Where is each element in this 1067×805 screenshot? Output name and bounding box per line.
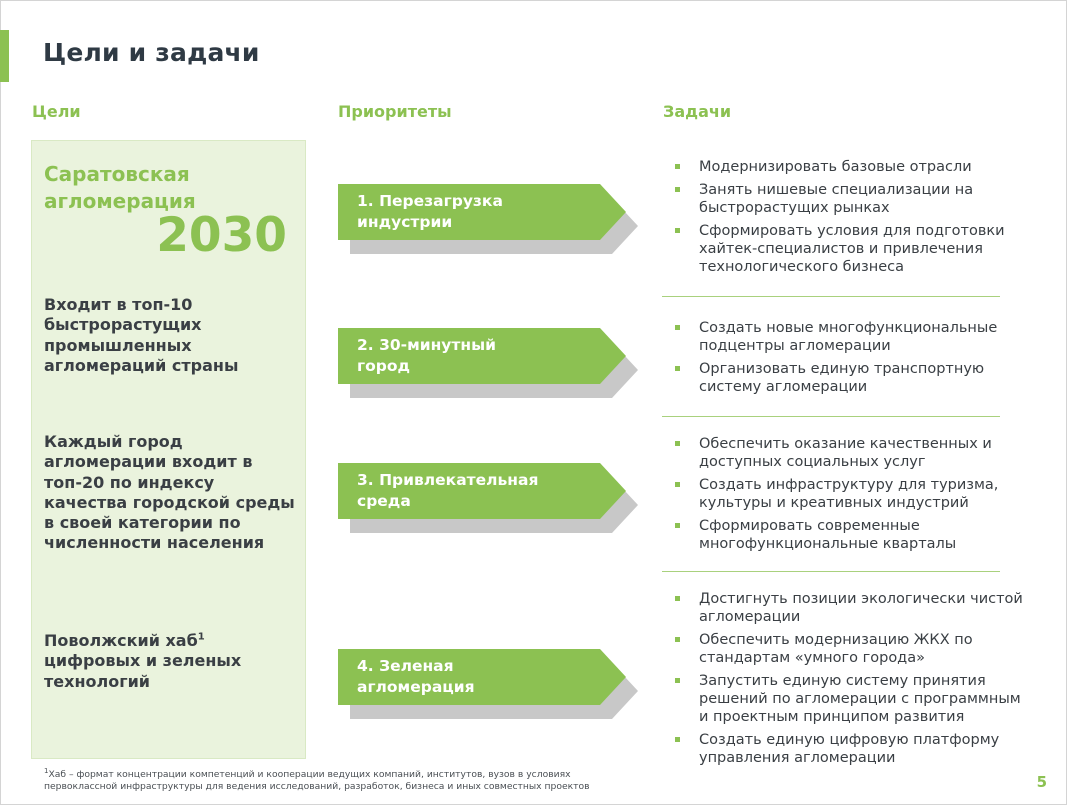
goals-title-line1: Саратовская (44, 162, 190, 186)
square-bullet-icon (675, 228, 680, 233)
priority-arrow-4 (338, 649, 638, 719)
page-number: 5 (1036, 773, 1047, 791)
priority-label-4-line1: 4. Зеленая (357, 657, 454, 675)
page-title: Цели и задачи (43, 38, 260, 67)
task-text: Обеспечить модернизацию ЖКХ по стандартам «умного города» (699, 632, 973, 666)
task-item (674, 181, 1034, 217)
square-bullet-icon (675, 325, 680, 330)
priority-label-3 (357, 470, 597, 512)
task-text: Модернизировать базовые отрасли (699, 159, 972, 175)
goal-item-2: Каждый город агломерации входит в топ-20 по индексу качества городской среды в своей категории по численности населения (44, 432, 295, 553)
goal-item-1: Входит в топ-10 быстрорастущих промышленных агломераций страны (44, 295, 239, 375)
task-text: Создать инфраструктуру для туризма, культуры и креативных индустрий (699, 477, 999, 511)
task-text: Достигнуть позиции экологически чистой агломерации (699, 591, 1023, 625)
task-item (674, 517, 1034, 553)
task-item (674, 631, 1034, 667)
priority-label-2 (357, 335, 597, 377)
square-bullet-icon (675, 441, 680, 446)
task-group-1 (674, 158, 1034, 281)
square-bullet-icon (675, 164, 680, 169)
priority-label-1 (357, 191, 597, 233)
task-item (674, 731, 1034, 767)
task-text: Сформировать условия для подготовки хайтек-специалистов и привлечения технологического бизнеса (699, 223, 1005, 275)
square-bullet-icon (675, 187, 680, 192)
priority-arrow-2 (338, 328, 638, 398)
task-item (674, 222, 1034, 276)
task-text: Создать новые многофункциональные подцентры агломерации (699, 320, 998, 354)
goals-title-line2: агломерация (44, 189, 196, 213)
square-bullet-icon (675, 737, 680, 742)
task-text: Организовать единую транспортную систему агломерации (699, 361, 985, 395)
column-header-goals: Цели (32, 102, 81, 121)
square-bullet-icon (675, 482, 680, 487)
priority-arrow-3 (338, 463, 638, 533)
priority-label-1-line2: индустрии (357, 213, 453, 231)
task-item (674, 319, 1034, 355)
task-group-2 (674, 319, 1034, 401)
square-bullet-icon (675, 596, 680, 601)
title-accent-bar (0, 30, 9, 82)
task-text: Занять нишевые специализации на быстрорастущих рынках (699, 182, 974, 216)
square-bullet-icon (675, 678, 680, 683)
task-item (674, 672, 1034, 726)
square-bullet-icon (675, 366, 680, 371)
task-text: Создать единую цифровую платформу управления агломерации (699, 732, 1000, 766)
column-header-priorities: Приоритеты (338, 102, 452, 121)
task-text: Запустить единую систему принятия решений по агломерации с программным и проектным принципом развития (699, 673, 1021, 725)
task-item (674, 360, 1034, 396)
square-bullet-icon (675, 523, 680, 528)
priority-label-4-line2: агломерация (357, 678, 475, 696)
column-header-tasks: Задачи (663, 102, 732, 121)
task-group-3 (674, 435, 1034, 558)
priority-label-2-line1: 2. 30-минутный (357, 336, 496, 354)
priority-label-1-line1: 1. Перезагрузка (357, 192, 503, 210)
task-item (674, 158, 1034, 176)
task-divider (662, 416, 1000, 417)
footnote-marker: 1 (44, 766, 49, 775)
priority-arrow-1 (338, 184, 638, 254)
goals-title (44, 161, 284, 215)
priority-label-2-line2: город (357, 357, 411, 375)
task-item (674, 590, 1034, 626)
task-item (674, 476, 1034, 512)
goal-item-3-hub: Поволжский хаб (44, 631, 198, 650)
task-item (674, 435, 1034, 471)
footnote (44, 766, 644, 793)
footnote-text: Хаб – формат концентрации компетенций и кооперации ведущих компаний, институтов, вузов в условиях первоклассной инфраструктуры для ведения исследований, разработок, бизнеса и иных совместных проектов (44, 769, 590, 792)
priority-label-3-line2: среда (357, 492, 411, 510)
task-text: Обеспечить оказание качественных и доступных социальных услуг (699, 436, 992, 470)
square-bullet-icon (675, 637, 680, 642)
goals-panel (31, 140, 306, 759)
task-text: Сформировать современные многофункциональные кварталы (699, 518, 957, 552)
goal-item-3-footnote-marker: 1 (197, 631, 205, 643)
task-divider (662, 296, 1000, 297)
goals-year: 2030 (156, 208, 287, 263)
goal-item-3-rest: цифровых и зеленых технологий (44, 651, 242, 691)
goal-item-3 (44, 631, 302, 692)
task-group-4 (674, 590, 1034, 772)
priority-label-3-line1: 3. Привлекательная (357, 471, 539, 489)
task-divider (662, 571, 1000, 572)
priority-label-4 (357, 656, 597, 698)
